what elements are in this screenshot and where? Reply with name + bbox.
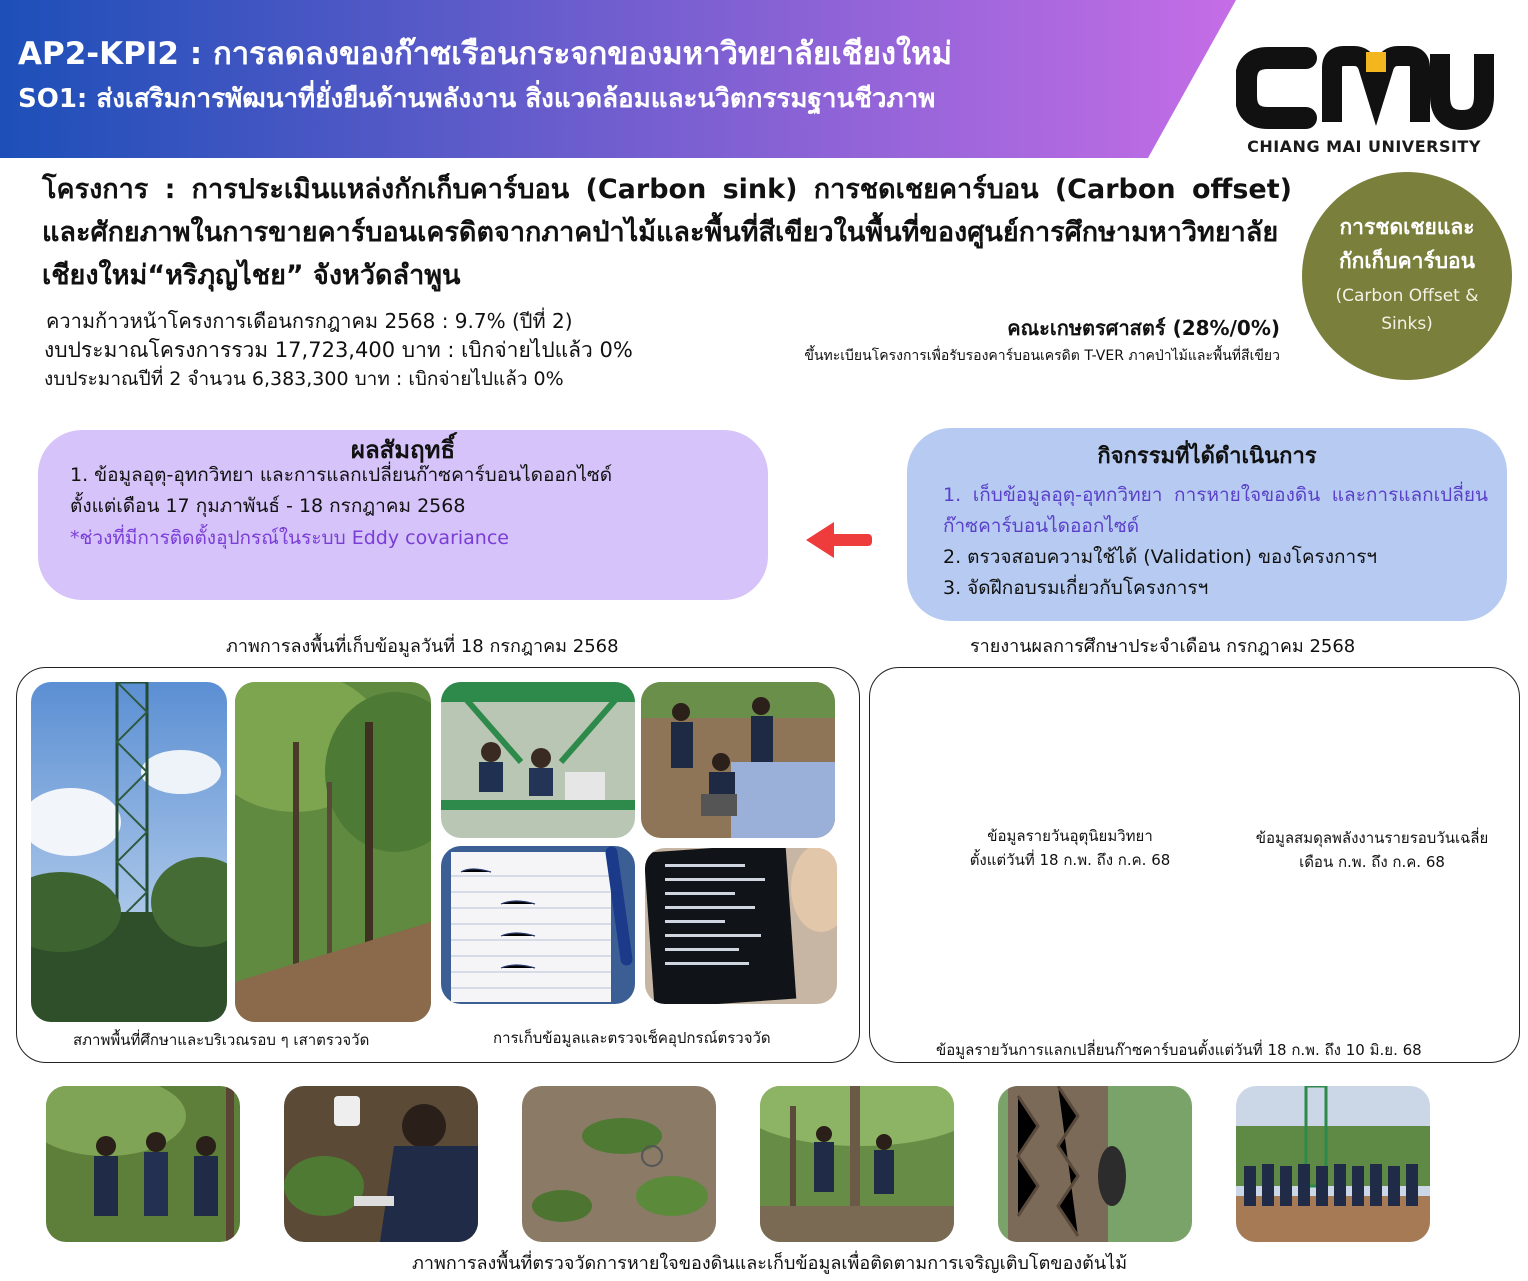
bottom-caption: ภาพการลงพื้นที่ตรวจวัดการหายใจของดินและเก็บข้อมูลเพื่อติดตามการเจริญเติบโตของต้นไม้	[412, 1253, 1128, 1274]
activity-item-2: 2. ตรวจสอบความใช้ได้ (Validation) ของโครงการฯ	[943, 546, 1378, 568]
results-box	[38, 430, 768, 600]
results-item: 1. ข้อมูลอุตุ-อุทกวิทยา และการแลกเปลี่ยนก๊าซคาร์บอนไดออกไซด์	[70, 464, 613, 486]
bottom-photo-tree-bark	[998, 1086, 1192, 1242]
carbon-offset-badge	[1302, 172, 1512, 380]
project-progress: ความก้าวหน้าโครงการเดือนกรกฎาคม 2568 : 9.7% (ปีที่ 2)	[46, 309, 573, 333]
notebook-photo	[441, 846, 635, 1004]
faculty-note: ขึ้นทะเบียนโครงการเพื่อรับรองคาร์บอนเครดิต T-VER ภาคป่าไม้และพื้นที่สีเขียว	[804, 348, 1280, 364]
header-title: AP2-KPI2 : การลดลงของก๊าซเรือนกระจกของมหาวิทยาลัยเชียงใหม่	[18, 36, 953, 72]
project-title: โครงการ : การประเมินแหล่งกักเก็บคาร์บอน (Carbon sink) การชดเชยคาร์บอน (Carbon offset) และศักยภาพในการขายคาร์บอนเครดิตจากภาคป่าไม้และพื้นที่สีเขียวในพื้นที่ของศูนย์การศึกษามหาวิทยาลัยเชียงใหม่“หริภุญไชย” จังหวัดลำพูน	[42, 174, 1292, 291]
field-right-caption: การเก็บข้อมูลและตรวจเช็คอุปกรณ์ตรวจวัด	[493, 1029, 771, 1047]
bottom-photo-soil-measure	[284, 1086, 478, 1242]
activity-item-3: 3. จัดฝึกอบรมเกี่ยวกับโครงการฯ	[943, 577, 1209, 599]
results-note: *ช่วงที่มีการติดตั้งอุปกรณ์ในระบบ Eddy covariance	[70, 527, 509, 549]
forest-photo	[235, 682, 431, 1022]
budget-total: งบประมาณโครงการรวม 17,723,400 บาท : เบิกจ่ายไปแล้ว 0%	[44, 338, 633, 362]
results-title: ผลสัมฤทธิ์	[350, 436, 456, 464]
activity-item-1: 1. เก็บข้อมูลอุตุ-อุทกวิทยา การหายใจของดิน และการแลกเปลี่ยนก๊าซคาร์บอนไดออกไซด์	[943, 484, 1488, 537]
bottom-photo-tree-survey	[760, 1086, 954, 1242]
report-caption: รายงานผลการศึกษาประจำเดือน กรกฎาคม 2568	[970, 636, 1356, 657]
field-caption: ภาพการลงพื้นที่เก็บข้อมูลวันที่ 18 กรกฎาคม 2568	[226, 636, 619, 657]
activities-box	[907, 428, 1507, 621]
badge-english-label: (Carbon Offset & Sinks)	[1335, 286, 1479, 334]
bottom-photo-group	[1236, 1086, 1430, 1242]
budget-year2: งบประมาณปีที่ 2 จำนวน 6,383,300 บาท : เบิกจ่ายไปแล้ว 0%	[44, 368, 564, 390]
badge-thai-label: การชดเชยและ กักเก็บคาร์บอน	[1338, 215, 1476, 273]
field-photo-panel	[16, 667, 860, 1063]
activities-title: กิจกรรมที่ได้ดำเนินการ	[1097, 444, 1317, 469]
device-screen-photo	[645, 848, 837, 1004]
team-tower-photo	[441, 682, 635, 838]
report-panel	[869, 667, 1520, 1063]
left-arrow-icon	[804, 520, 874, 560]
energy-chart-label: ข้อมูลสมดุลพลังงานรายรอบวันเฉลี่ย เดือน ก.พ. ถึง ก.ค. 68	[1255, 829, 1489, 871]
co2-chart-label: ข้อมูลรายวันการแลกเปลี่ยนก๊าซคาร์บอนตั้งแต่วันที่ 18 ก.พ. ถึง 10 มิ.ย. 68	[936, 1041, 1422, 1059]
team-ground-photo	[641, 682, 835, 838]
bottom-photo-ground	[522, 1086, 716, 1242]
logo-subtitle: CHIANG MAI UNIVERSITY	[1247, 137, 1481, 156]
header-subtitle: SO1: ส่งเสริมการพัฒนาที่ยั่งยืนด้านพลังงาน สิ่งแวดล้อมและนวิตกรรมฐานชีวภาพ	[18, 84, 936, 114]
faculty-name: คณะเกษตรศาสตร์ (28%/0%)	[1007, 316, 1280, 340]
field-left-caption: สภาพพื้นที่ศึกษาและบริเวณรอบ ๆ เสาตรวจวัด	[73, 1031, 370, 1049]
bottom-photo-team-forest	[46, 1086, 240, 1242]
met-chart-label: ข้อมูลรายวันอุตุนิยมวิทยา ตั้งแต่วันที่ 18 ก.พ. ถึง ก.ค. 68	[969, 827, 1171, 869]
tower-photo	[31, 682, 227, 1022]
results-period: ตั้งแต่เดือน 17 กุมภาพันธ์ - 18 กรกฎาคม 2568	[70, 495, 466, 517]
